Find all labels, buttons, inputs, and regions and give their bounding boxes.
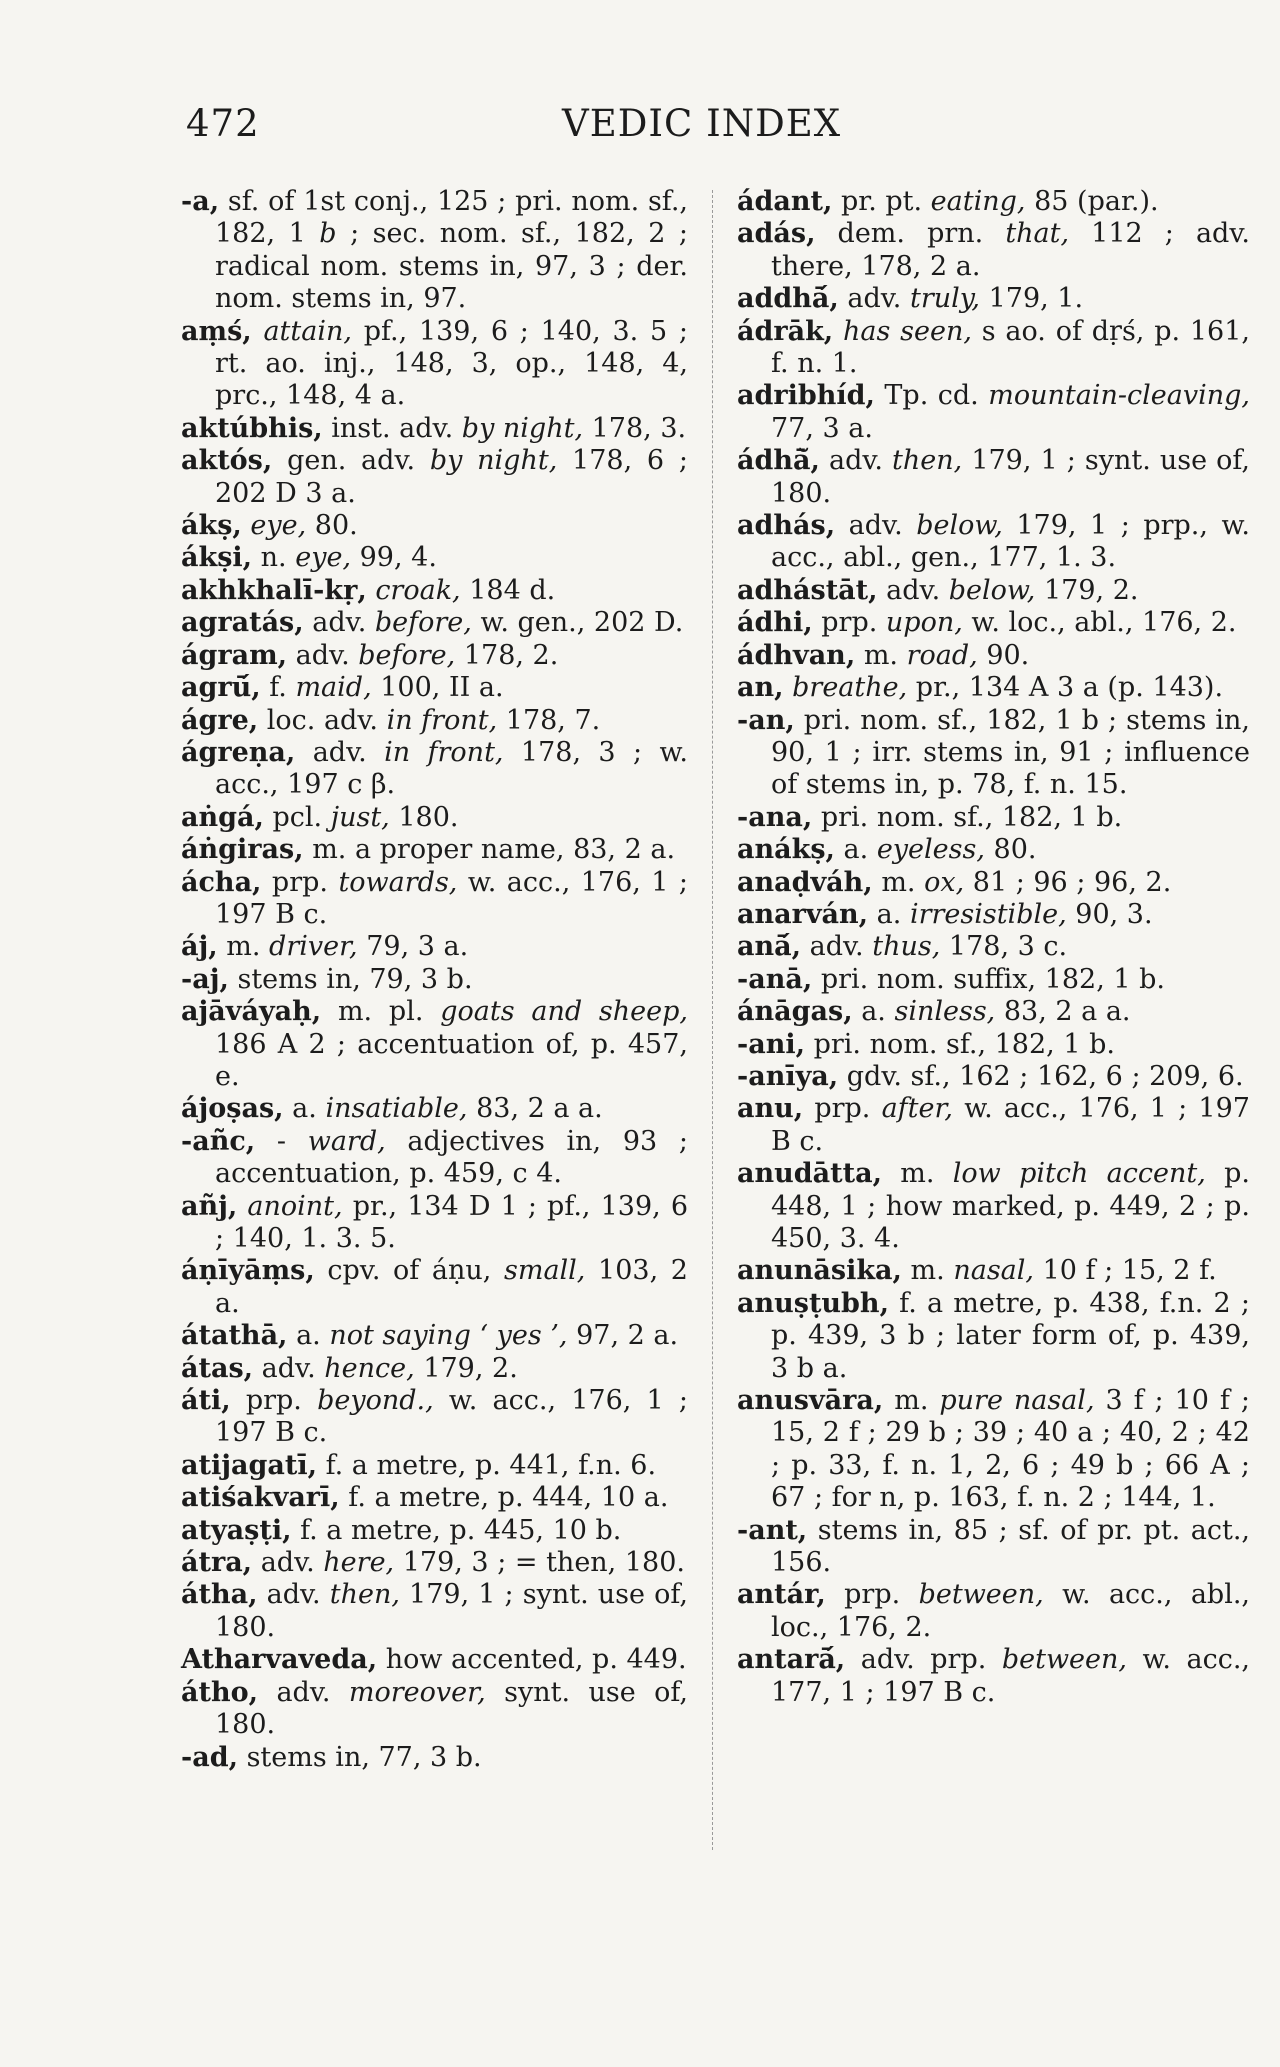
entry-references: 103, 2 a. (215, 1255, 688, 1319)
headword: ákṣ, (181, 510, 242, 542)
entry-meaning: after, (881, 1093, 954, 1125)
index-entry (737, 1093, 1250, 1158)
index-entry (737, 1644, 1250, 1709)
entry-grammar: stems in, 77, 3 b. (246, 1741, 482, 1773)
right-column (737, 186, 1250, 1709)
headword: átas, (181, 1352, 254, 1384)
index-entry (737, 607, 1250, 639)
entry-meaning: anoint, (247, 1190, 343, 1222)
entry-grammar: adv. (260, 1547, 315, 1579)
headword: ájoṣas, (181, 1093, 284, 1125)
headword: aktós, (181, 445, 273, 477)
headword: -aj, (181, 963, 229, 995)
entry-meaning: between, (918, 1579, 1044, 1611)
entry-grammar: m. (881, 866, 916, 898)
entry-meaning: below, (916, 510, 1003, 542)
headword: addhā́, (737, 283, 839, 315)
entry-grammar: pri. nom. sf., 182, 1 b ; stems in, 90, 1 ; irr. stems in, 91 ; influence of stems in, p. 78, f. n. 15. (771, 704, 1250, 801)
entry-grammar: Tp. cd. (884, 380, 979, 412)
entry-grammar: f. a metre, p. 438, f.n. 2 ; p. 439, 3 b ; later form of, p. 439, 3 b a. (771, 1287, 1250, 1384)
headword: anunāsika, (737, 1255, 902, 1287)
entry-references: 81 ; 96 ; 96, 2. (972, 866, 1172, 898)
left-column (181, 186, 688, 1774)
entry-grammar: pri. nom. suffix, 182, 1 b. (820, 963, 1166, 995)
headword: ádhā̆, (737, 445, 820, 477)
index-entry (181, 1579, 688, 1644)
index-entry (181, 1353, 688, 1385)
headword: ajāváyaḥ, (181, 996, 322, 1028)
entry-references: 90. (986, 639, 1030, 671)
headword: ánāgas, (737, 996, 853, 1028)
entry-meaning: before, (358, 639, 456, 671)
entry-meaning: road, (906, 639, 978, 671)
entry-references: 83, 2 a a. (476, 1093, 603, 1125)
entry-meaning: eyeless, (876, 834, 985, 866)
entry-references: 80. (314, 510, 358, 542)
entry-meaning: by night, (429, 445, 558, 477)
entry-meaning: eye, (295, 542, 352, 574)
entry-references: w. acc., abl., loc., 176, 2. (771, 1579, 1251, 1643)
entry-meaning: attain, (263, 315, 352, 347)
entry-meaning: towards, (338, 866, 458, 898)
entry-meaning: croak, (375, 574, 461, 606)
headword: átra, (181, 1547, 253, 1579)
index-entry (181, 996, 688, 1093)
entry-meaning: that, (1005, 218, 1070, 250)
index-entry (181, 445, 688, 510)
entry-meaning: just, (330, 801, 390, 833)
index-entry (737, 1385, 1250, 1515)
index-entry (181, 802, 688, 834)
headword: -anīya, (737, 1060, 839, 1092)
index-entry (737, 640, 1250, 672)
entry-grammar: adv. (312, 607, 367, 639)
index-entry (737, 899, 1250, 931)
headword: -ad, (181, 1741, 238, 1773)
entry-grammar: adv. (809, 931, 864, 963)
entry-grammar: prp. (245, 1385, 302, 1417)
entry-references: 97, 2 a. (576, 1320, 679, 1352)
headword: anu, (737, 1093, 804, 1125)
entry-references: 178, 6 ; 202 D 3 a. (215, 445, 688, 509)
entry-references: pr., 134 D 1 ; pf., 139, 6 ; 140, 1. 3. 5. (215, 1190, 689, 1254)
entry-references: 186 A 2 ; accentuation of, p. 457, e. (215, 1028, 688, 1092)
entry-meaning: b (319, 218, 337, 250)
entry-references: 80. (993, 834, 1037, 866)
index-entry (181, 737, 688, 802)
index-entry (181, 186, 688, 316)
headword: áj, (181, 931, 218, 963)
headword: agrū́, (181, 672, 261, 704)
entry-meaning: moreover, (348, 1676, 486, 1708)
entry-grammar: adv. (312, 736, 367, 768)
entry-meaning: pure nasal, (939, 1385, 1095, 1417)
entry-references: 178, 2. (463, 639, 559, 671)
index-entry (181, 1677, 688, 1742)
entry-references: w. acc., 176, 1 ; 197 B c. (771, 1093, 1250, 1157)
headword: akhkhalī-kṛ, (181, 574, 367, 606)
entry-grammar: adv. (886, 574, 941, 606)
entry-grammar: m. (226, 931, 261, 963)
headword: aktúbhis, (181, 412, 323, 444)
entry-references: 99, 4. (359, 542, 437, 574)
index-entry (737, 1158, 1250, 1255)
entry-grammar: inst. adv. (331, 412, 454, 444)
entry-meaning: sinless, (894, 996, 996, 1028)
headword: ádhvan, (737, 639, 856, 671)
headword: adhás, (737, 510, 836, 542)
index-entry (737, 802, 1250, 834)
index-entry (181, 1385, 688, 1450)
entry-meaning: breathe, (792, 672, 908, 704)
index-entry (181, 834, 688, 866)
headword: atyaṣṭi, (181, 1514, 292, 1546)
index-entry (181, 705, 688, 737)
entry-meaning: then, (329, 1579, 400, 1611)
entry-grammar: adv. (276, 1676, 331, 1708)
entry-meaning: low pitch accent, (952, 1158, 1206, 1190)
entry-grammar: adv. (828, 445, 883, 477)
entry-grammar: adv. prp. (860, 1644, 987, 1676)
index-entry (181, 1547, 688, 1579)
index-entry (181, 867, 688, 932)
headword: anaḍváh, (737, 866, 873, 898)
entry-references: pr., 134 A 3 a (p. 143). (915, 672, 1224, 704)
entry-meaning: goats and sheep, (440, 996, 688, 1028)
entry-grammar: pcl. (272, 801, 323, 833)
headword: átha, (181, 1579, 258, 1611)
entry-meaning: maid, (295, 672, 372, 704)
headword: -anā, (737, 963, 813, 995)
entry-references: w. acc., 177, 1 ; 197 B c. (771, 1644, 1250, 1708)
headword: átho, (181, 1676, 259, 1708)
entry-references: 179, 1 ; synt. use of, 180. (215, 1579, 688, 1643)
headword: átathā, (181, 1320, 288, 1352)
index-entry (181, 510, 688, 542)
headword: Atharvaveda, (181, 1644, 378, 1676)
page-header (186, 102, 1106, 152)
index-entry (181, 1450, 688, 1482)
page-number: 472 (186, 102, 260, 145)
index-entry (737, 996, 1250, 1028)
index-entry (181, 542, 688, 574)
entry-grammar: adv. (295, 639, 350, 671)
index-entry (737, 705, 1250, 802)
entry-references: 83, 2 a a. (1003, 996, 1131, 1028)
headword: antarā́, (737, 1644, 846, 1676)
index-entry (737, 575, 1250, 607)
index-entry (181, 964, 688, 996)
entry-references: 79, 3 a. (366, 931, 469, 963)
index-entry (181, 575, 688, 607)
entry-grammar: a. (843, 834, 869, 866)
index-entry (737, 283, 1250, 315)
entry-references: 179, 2. (1044, 574, 1139, 606)
headword: añj, (181, 1190, 238, 1222)
index-entry (737, 1029, 1250, 1061)
headword: anudātta, (737, 1158, 882, 1190)
headword: atijagatī, (181, 1449, 317, 1481)
entry-references: 179, 3 ; = then, 180. (402, 1547, 685, 1579)
entry-grammar: pr. pt. (840, 186, 923, 217)
entry-references: 10 f ; 15, 2 f. (1042, 1255, 1217, 1287)
entry-grammar: gen. adv. (287, 445, 416, 477)
index-entry (737, 1061, 1250, 1093)
headword: -ant, (737, 1514, 808, 1546)
index-entry (737, 964, 1250, 996)
entry-references: 100, II a. (380, 672, 504, 704)
headword: ágre, (181, 704, 259, 736)
headword: adribhíd, (737, 380, 875, 412)
headword: áṇīyāṃs, (181, 1255, 315, 1287)
headword: -añc, (181, 1125, 256, 1157)
index-entry (737, 867, 1250, 899)
entry-meaning: in front, (384, 736, 504, 768)
index-entry (737, 1579, 1250, 1644)
index-entry (181, 1191, 688, 1256)
entry-meaning: ward, (307, 1125, 386, 1157)
entry-references: pf., 139, 6 ; 140, 3. 5 ; rt. ao. inj., 148, 3, op., 148, 4, prc., 148, 4 a. (215, 315, 688, 412)
entry-references: 179, 1 ; synt. use of, 180. (771, 445, 1250, 509)
headword: ákṣi, (181, 542, 253, 574)
headword: antár, (737, 1579, 826, 1611)
entry-references: ; sec. nom. sf., 182, 2 ; radical nom. stems in, 97, 3 ; der. nom. stems in, 97. (215, 218, 688, 315)
headword: anusvāra, (737, 1385, 884, 1417)
entry-references: 178, 3 c. (948, 931, 1068, 963)
index-entry (181, 607, 688, 639)
headword: ágreṇa, (181, 736, 296, 768)
entry-grammar: m. (894, 1385, 929, 1417)
entry-references: w. gen., 202 D. (480, 607, 684, 639)
headword: -an, (737, 704, 795, 736)
entry-meaning: then, (892, 445, 963, 477)
index-entry (737, 316, 1250, 381)
entry-grammar: f. a metre, p. 441, f.n. 6. (325, 1449, 657, 1481)
entry-references: s ao. of dṛś, p. 161, f. n. 1. (771, 315, 1250, 380)
entry-grammar: stems in, 85 ; sf. of pr. pt. act., 156. (771, 1514, 1250, 1579)
headword: -a, (181, 186, 220, 217)
entry-grammar: prp. (814, 1093, 871, 1125)
index-entry (181, 1126, 688, 1191)
headword: anarván, (737, 898, 869, 930)
entry-grammar: a. (292, 1093, 317, 1125)
index-entry (181, 1644, 688, 1676)
index-entry (737, 834, 1250, 866)
index-entry (737, 931, 1250, 963)
entry-references: 112 ; adv. there, 178, 2 a. (771, 218, 1250, 282)
entry-grammar: gdv. sf., 162 ; 162, 6 ; 209, 6. (846, 1060, 1244, 1092)
entry-references: adjectives in, 93 ; accentuation, p. 459, c 4. (215, 1125, 688, 1190)
column-divider (712, 190, 714, 1850)
headword: ádant, (737, 186, 833, 217)
entry-grammar: m. pl. (337, 996, 424, 1028)
entry-references: 179, 1. (988, 283, 1084, 315)
entry-meaning: insatiable, (325, 1093, 468, 1125)
entry-meaning: between, (1001, 1644, 1127, 1676)
entry-references: w. acc., 176, 1 ; 197 B c. (215, 1385, 688, 1449)
index-entry (737, 380, 1250, 445)
index-entry (737, 672, 1250, 704)
entry-references: 178, 7. (505, 704, 601, 736)
headword: adhástāt, (737, 574, 878, 606)
index-entry (181, 672, 688, 704)
headword: aṃś, (181, 315, 252, 347)
headword: anákṣ, (737, 834, 835, 866)
headword: -ana, (737, 801, 813, 833)
entry-meaning: before, (374, 607, 472, 639)
entry-grammar: f. a metre, p. 445, 10 b. (300, 1514, 622, 1546)
entry-grammar: dem. prn. (837, 218, 984, 250)
index-entry (737, 186, 1250, 218)
entry-meaning: small, (503, 1255, 586, 1287)
entry-references: synt. use of, 180. (215, 1676, 688, 1741)
index-entry (737, 218, 1250, 283)
entry-references: p. 448, 1 ; how marked, p. 449, 2 ; p. 450, 3. 4. (771, 1158, 1250, 1254)
entry-meaning: below, (948, 574, 1036, 606)
entry-grammar: a. (861, 996, 886, 1028)
headword: an, (737, 672, 784, 704)
headword: ácha, (181, 866, 262, 898)
headword: anuṣṭubh, (737, 1287, 889, 1319)
headword: anā́, (737, 931, 802, 963)
entry-grammar: prp. (271, 866, 328, 898)
entry-meaning: not saying ‘ yes ’, (329, 1320, 568, 1352)
entry-grammar: pri. nom. sf., 182, 1 b. (813, 1028, 1115, 1060)
page-title: VEDIC INDEX (562, 102, 842, 145)
entry-meaning: driver, (269, 931, 358, 963)
entry-meaning: eye, (250, 510, 307, 542)
entry-grammar: m. (910, 1255, 945, 1287)
entry-grammar: adv. (847, 283, 902, 315)
entry-meaning: upon, (885, 607, 963, 639)
entry-references: 180. (398, 801, 459, 833)
entry-meaning: ox, (924, 866, 965, 898)
entry-references: 178, 3. (591, 412, 687, 444)
entry-grammar: f. a metre, p. 444, 10 a. (348, 1482, 669, 1514)
headword: áti, (181, 1385, 231, 1417)
index-entry (181, 1515, 688, 1547)
entry-grammar: pri. nom. sf., 182, 1 b. (820, 801, 1123, 833)
headword: -ani, (737, 1028, 805, 1060)
entry-references: 184 d. (469, 574, 556, 606)
entry-references: 178, 3 ; w. acc., 197 c β. (215, 736, 688, 801)
index-entry (181, 316, 688, 413)
entry-grammar: prp. (821, 607, 878, 639)
entry-references: 179, 1 ; prp., w. acc., abl., gen., 177, 1. 3. (771, 510, 1250, 574)
entry-grammar: n. (260, 542, 287, 574)
entry-meaning: here, (323, 1547, 395, 1579)
headword: agratás, (181, 607, 304, 639)
headword: áṅgiras, (181, 834, 304, 866)
headword: atiśakvarī, (181, 1482, 340, 1514)
entry-grammar: adv. (261, 1352, 316, 1384)
index-entry (181, 1482, 688, 1514)
entry-meaning: truly, (909, 283, 981, 315)
entry-references: 3 f ; 10 f ; 15, 2 f ; 29 b ; 39 ; 40 a ; 40, 2 ; 42 ; p. 33, f. n. 1, 2, 6 ; 49 b ; 66 A ; 67 ; for n, p. 163, f. n. 2 ; 144, 1. (771, 1385, 1250, 1514)
index-entry (181, 931, 688, 963)
index-entry (181, 640, 688, 672)
index-entry (737, 1288, 1250, 1385)
headword: aṅgá, (181, 801, 264, 833)
entry-grammar: f. (269, 672, 287, 704)
entry-meaning: nasal, (953, 1255, 1034, 1287)
entry-references: 90, 3. (1075, 898, 1153, 930)
index-entry (181, 1742, 688, 1774)
entry-grammar: cpv. of áṇu, (327, 1255, 492, 1287)
entry-grammar: a. (876, 898, 902, 930)
index-entry (737, 1515, 1250, 1580)
entry-meaning: has seen, (843, 315, 972, 347)
entry-grammar: - (276, 1125, 286, 1157)
index-entry (181, 1320, 688, 1352)
headword: ádrāk, (737, 315, 834, 347)
entry-meaning: thus, (872, 931, 941, 963)
index-entry (737, 510, 1250, 575)
entry-grammar: m. (900, 1158, 935, 1190)
entry-grammar: a. (296, 1320, 321, 1352)
entry-meaning: irresistible, (909, 898, 1067, 930)
entry-grammar: stems in, 79, 3 b. (237, 963, 473, 995)
entry-meaning: hence, (324, 1352, 415, 1384)
headword: ágram, (181, 639, 288, 671)
entry-references: 85 (par.). (1034, 186, 1159, 217)
entry-references: w. acc., 176, 1 ; 197 B c. (215, 866, 688, 930)
headword: adás, (737, 218, 816, 250)
entry-references: 179, 2. (423, 1352, 518, 1384)
entry-grammar: how accented, p. 449. (385, 1644, 687, 1676)
entry-references: w. loc., abl., 176, 2. (971, 607, 1237, 639)
entry-meaning: beyond., (317, 1385, 434, 1417)
index-entry (737, 445, 1250, 510)
entry-grammar: m. a proper name, 83, 2 a. (312, 834, 676, 866)
index-entry (181, 413, 688, 445)
headword: ádhi, (737, 607, 813, 639)
entry-meaning: in front, (386, 704, 498, 736)
entry-meaning: mountain-cleaving, (988, 380, 1250, 412)
index-entry (737, 1255, 1250, 1287)
entry-meaning: by night, (461, 412, 584, 444)
entry-references: 77, 3 a. (771, 412, 873, 444)
entry-meaning: eating, (930, 186, 1026, 217)
index-entry (181, 1255, 688, 1320)
entry-grammar: adv. (266, 1579, 321, 1611)
entry-grammar: adv. (848, 510, 903, 542)
entry-grammar: sf. of 1st conj., 125 ; pri. nom. sf., 182, 1 (215, 186, 688, 250)
entry-grammar: loc. adv. (266, 704, 378, 736)
entry-grammar: prp. (844, 1579, 901, 1611)
entry-grammar: m. (863, 639, 898, 671)
index-entry (181, 1093, 688, 1125)
